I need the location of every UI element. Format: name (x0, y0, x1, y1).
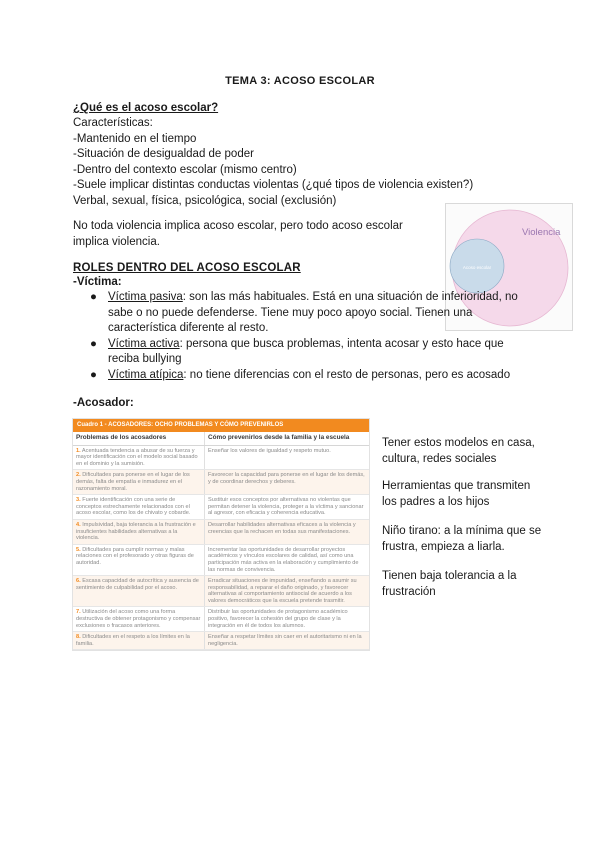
table-cell-prevention: Incrementar las oportunidades de desarrollar proyectos académicos y vínculos escolares de calidad, así como una participación más activa en la elaboración y cumplimiento de las normas de convivencia. (208, 546, 359, 573)
problem-text: Fuerte identificación con una serie de conceptos estrechamente relacionados con el acoso escolar, como los de chivato y cobarde. (76, 497, 191, 517)
table-title: Cuadro 1 - ACOSADORES: OCHO PROBLEMAS Y CÓMO PREVENIRLOS (73, 419, 369, 432)
venn-outer-label: Violencia (522, 227, 561, 238)
table-cell-problem (73, 632, 205, 649)
row-number: 6. (76, 578, 81, 585)
problem-text: Escasa capacidad de autocrítica y ausencia de sentimiento de culpabilidad por el acoso. (76, 578, 199, 591)
table-cell-problem (73, 545, 205, 575)
acosadores-table (72, 418, 370, 651)
table-cell-problem (73, 520, 205, 544)
list-item (90, 337, 530, 368)
venn-inner-label: Acoso escolar (462, 265, 492, 270)
characteristics-line: Verbal, sexual, física, psicológica, social (exclusión) (73, 194, 337, 207)
problem-text: Utilización del acoso como una forma destructiva de obtener protagonismo y compensar exclusiones o fracasos anteriores. (76, 609, 201, 629)
problem-text: Dificultades en el respeto a los límites en la familia. (76, 634, 190, 647)
side-note: Tener estos modelos en casa, cultura, redes sociales (382, 437, 535, 465)
row-number: 5. (76, 546, 81, 553)
list-item (90, 290, 530, 337)
victim-desc: : no tiene diferencias con el resto de personas, pero es acosado (183, 368, 511, 381)
acosador-heading: -Acosador: (73, 397, 134, 409)
table-row (73, 607, 369, 632)
victim-term: Víctima atípica (108, 368, 184, 381)
section-heading-que-es: ¿Qué es el acoso escolar? (73, 102, 219, 114)
row-number: 1. (76, 447, 81, 454)
bullet-icon: ● (90, 337, 97, 350)
table-col-header-prevention: Cómo prevenirlos desde la familia y la escuela (208, 434, 350, 441)
characteristics-line: -Suele implicar distintas conductas violentas (¿qué tipos de violencia existen?) (73, 179, 474, 192)
table-cell-problem (73, 470, 205, 494)
row-number: 2. (76, 472, 81, 479)
bullet-icon: ● (90, 368, 97, 381)
characteristics-line: -Dentro del contexto escolar (mismo centro) (73, 163, 297, 176)
problem-text: Impulsividad, baja tolerancia a la frustración e insuficientes habilidades alternativas a la violencia. (76, 521, 196, 542)
victim-term: Víctima pasiva (108, 291, 183, 303)
page-title: TEMA 3: ACOSO ESCOLAR (225, 75, 375, 87)
table-row (73, 446, 369, 471)
table-row (73, 470, 369, 495)
victim-term: Víctima activa (108, 337, 180, 350)
victim-desc: : son las más habituales. Está en una situación de inferioridad, no sabe o no puede defenderse. Tiene muy poco apoyo social. Tienen una característica diferente al resto. (108, 291, 518, 335)
violence-paragraph: No toda violencia implica acoso escolar, pero todo acoso escolar implica violencia. (73, 220, 403, 248)
characteristics-line: Características: (73, 117, 153, 129)
table-cell-prevention: Enseñar a respetar límites sin caer en el autoritarismo ni en la negligencia. (205, 632, 369, 649)
row-number: 3. (76, 497, 81, 504)
victim-types-list (90, 290, 530, 384)
table-cell-problem (73, 576, 205, 606)
side-note: Niño tirano: a la mínima que se frustra, empieza a liarla. (382, 525, 542, 553)
table-cell-prevention: Distribuir las oportunidades de protagonismo académico positivo, favorecer la cohesión del grupo de clase y la integración en él de todos los alumnos. (208, 609, 348, 629)
table-row (73, 495, 369, 520)
table-cell-prevention: Favorecer la capacidad para ponerse en el lugar de los demás, y de coordinar derechos y deberes. (205, 470, 369, 494)
side-note: Tienen baja tolerancia a la frustración (382, 570, 517, 598)
table-cell-prevention: Enseñar los valores de igualdad y respeto mutuo. (208, 447, 331, 454)
table-col-header-problems: Problemas de los acosadores (73, 432, 205, 445)
roles-heading: ROLES DENTRO DEL ACOSO ESCOLAR (73, 262, 301, 274)
side-note: Herramientas que transmiten los padres a los hijos (382, 480, 531, 508)
table-cell-problem (73, 607, 205, 631)
row-number: 7. (76, 609, 81, 616)
table-body (73, 446, 369, 651)
problem-text: Dificultades para cumplir normas y malas relaciones con el profesorado y otras figuras de autoridad. (76, 546, 194, 566)
table-cell-problem (73, 446, 205, 470)
table-cell-prevention: Sustituir esos conceptos por alternativas no violentas que permitan detener la violencia, proteger a la víctima y sancionar al agresor, con eficacia y coherencia educativa. (208, 497, 364, 517)
problem-text: Acentuada tendencia a abusar de su fuerza y mayor identificación con el modelo social basado en el dominio y la sumisión. (76, 447, 198, 467)
characteristics-line: -Mantenido en el tiempo (73, 132, 197, 145)
table-cell-prevention: Desarrollar habilidades alternativas eficaces a la violencia y creencias que la rechacen en todas sus manifestaciones. (205, 520, 369, 544)
problem-text: Dificultades para ponerse en el lugar de los demás, falta de empatía e inmadurez en el razonamiento moral. (76, 472, 190, 492)
row-number: 4. (76, 521, 81, 528)
row-number: 8. (76, 634, 81, 641)
table-row (73, 545, 369, 576)
list-item (90, 368, 530, 384)
table-header-row (73, 432, 369, 446)
table-cell-problem (73, 495, 205, 519)
characteristics-line: -Situación de desigualdad de poder (73, 148, 254, 161)
victim-desc: : persona que busca problemas, intenta acosar y esto hace que reciba bullying (108, 337, 504, 366)
victima-heading: -Víctima: (73, 276, 122, 288)
table-row (73, 576, 369, 607)
characteristics-list (73, 116, 473, 210)
table-row (73, 520, 369, 545)
table-cell-prevention: Erradicar situaciones de impunidad, enseñando a asumir su responsabilidad, a reparar el daño originado, y favorecer alternativas al comportamiento antisocial de acuerdo a los valores democráticos que la escuela pretende trasmitir. (205, 576, 369, 606)
table-row (73, 632, 369, 650)
bullet-icon: ● (90, 291, 97, 303)
